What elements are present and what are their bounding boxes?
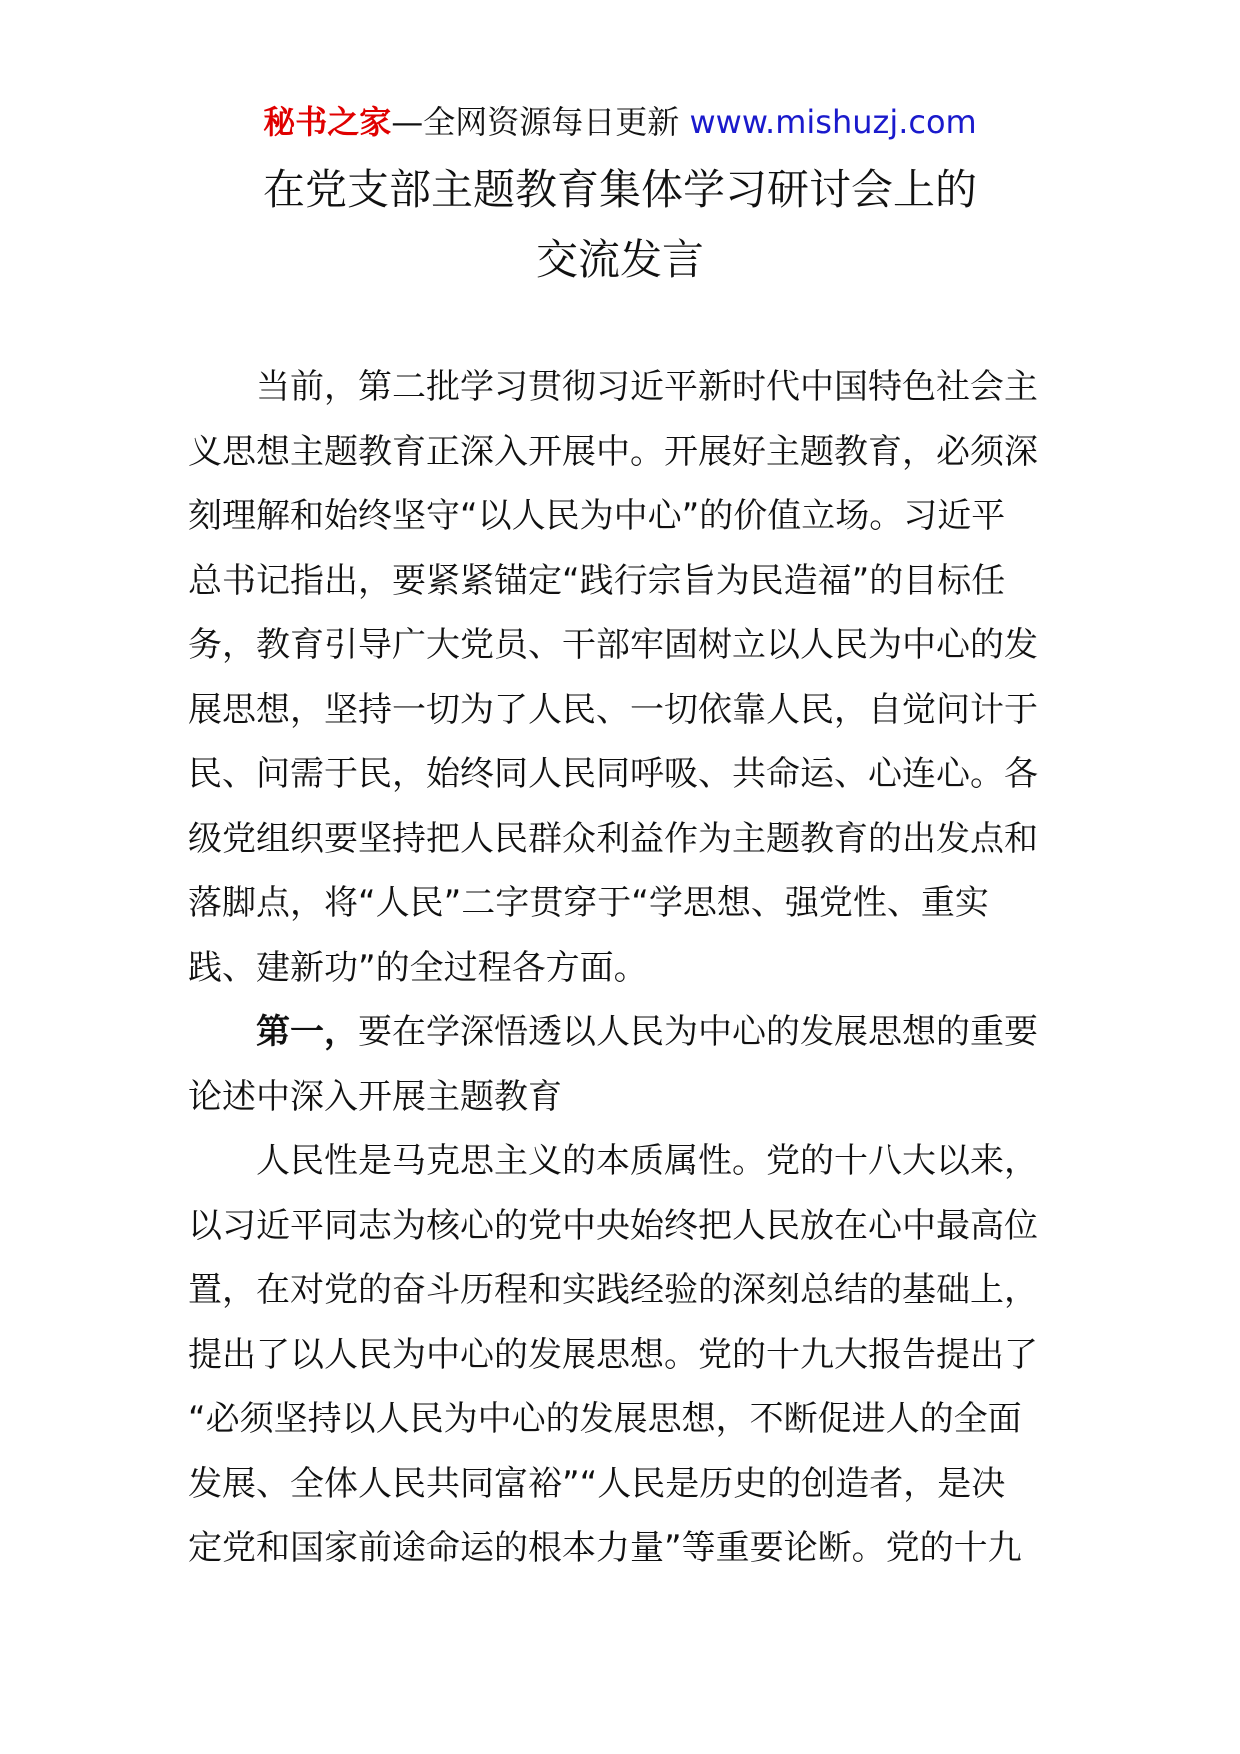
paragraph-line: 务，教育引导广大党员、干部牢固树立以人民为中心的发 — [188, 625, 1038, 665]
paragraph-line: 人民性是马克思主义的本质属性。党的十八大以来， — [256, 1141, 1038, 1181]
section-heading-text: 要在学深悟透以人民为中心的发展思想的重要 — [358, 1012, 1038, 1052]
paragraph-line: 置，在对党的奋斗历程和实践经验的深刻总结的基础上， — [188, 1270, 1038, 1310]
document-body — [188, 355, 1054, 1581]
paragraph-line: 民、问需于民，始终同人民同呼吸、共命运、心连心。各 — [188, 754, 1038, 794]
paragraph-line: 刻理解和始终坚守“以人民为中心”的价值立场。习近平 — [188, 496, 1006, 536]
paragraph-line: 提出了以人民为中心的发展思想。党的十九大报告提出了 — [188, 1334, 1038, 1375]
paragraph-line: 定党和国家前途命运的根本力量”等重要论断。党的十九 — [188, 1528, 1022, 1568]
document-title-line-1: 在党支部主题教育集体学习研讨会上的 — [262, 165, 977, 214]
paragraph-line: “必须坚持以人民为中心的发展思想，不断促进人的全面 — [188, 1399, 1022, 1439]
section-lead: 第一， — [256, 1012, 358, 1052]
paragraph-line: 落脚点，将“人民”二字贯穿于“学思想、强党性、重实 — [188, 883, 989, 923]
paragraph-line: 践、建新功”的全过程各方面。 — [188, 947, 648, 988]
paragraph-line: 级党组织要坚持把人民群众利益作为主题教育的出发点和 — [188, 818, 1038, 859]
paragraph-line: 当前，第二批学习贯彻习近平新时代中国特色社会主 — [256, 367, 1038, 407]
paragraph-line: 义思想主题教育正深入开展中。开展好主题教育，必须深 — [188, 431, 1038, 472]
document-title-line-2: 交流发言 — [535, 235, 704, 284]
paragraph-line: 以习近平同志为核心的党中央始终把人民放在心中最高位 — [188, 1205, 1038, 1246]
paragraph-line: 展思想，坚持一切为了人民、一切依靠人民，自觉问计于 — [188, 689, 1038, 730]
paragraph-line: 总书记指出，要紧紧锚定“践行宗旨为民造福”的目标任 — [188, 560, 1006, 601]
header-tagline: —全网资源每日更新 — [391, 103, 680, 141]
site-url[interactable]: www.mishuzj.com — [689, 103, 977, 141]
section-heading-line: 论述中深入开展主题教育 — [188, 1076, 562, 1117]
site-header — [0, 100, 1240, 144]
section-heading-line — [188, 1000, 1054, 1065]
paragraph-line: 发展、全体人民共同富裕”“人民是历史的创造者，是决 — [188, 1463, 1006, 1504]
brand-name: 秘书之家 — [263, 103, 392, 141]
